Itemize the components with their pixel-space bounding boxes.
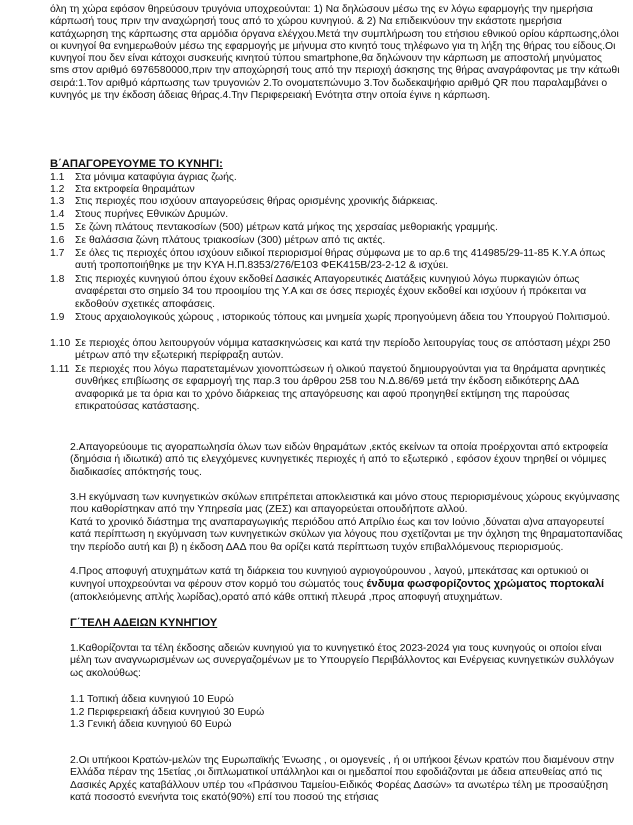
fee-item: 1.3 Γενική άδεια κυνηγιού 60 Ευρώ [70,719,232,730]
item-text: Σε θαλάσσια ζώνη πλάτους τριακοσίων (300) μέτρων από τις ακτές. [75,235,386,246]
section-c-paragraph-2: 2.Οι υπήκοοι Κρατών-μελών της Ευρωπαϊκής Ένωσης , οι ομογενείς , ή οι υπήκοοι ξένων κρατών που διαμένουν στην Ελλάδα πέραν της 15ετίας ,οι διπλωματικοί υπάλληλοι και οι ημεδαποί που εφοδιάζονται με άδεια απευθείας από τις Δασικές Αρχές καταβάλλουν υπέρ του «Πράσινου Ταμείου-Ειδικός Φορέας Δασών» τα ανωτέρω τέλη με προσαύξηση κατά ποσοστό ενενήντα τοις εκατό(90%) επί του ποσού της ετήσιας [70,755,615,803]
item-number: 1.2 [50,184,65,195]
section-c-heading: Γ΄ΤΕΛΗ ΑΔΕΙΩΝ ΚΥΝΗΓΙΟΥ [70,617,218,629]
intro-paragraph: όλη τη χώρα εφόσον θηρεύσουν τρυγόνια υποχρεούνται: 1) Να δηλώσουν μέσω της εν λόγω εφαρμογής την ημερήσια κάρπωσή τους πριν την αναχώρησή τους από το χώρου κυνηγιού. & 2) Να επιδεικνύουν την εκάστοτε ημερήσια κατάχωρηση της κάρπωσης στα αρμόδια όργανα ελέγχου.Μετά την συμπλήρωση του ετήσιου εθνικού ορίου κάρπωσης,όλοι οι κυνηγοί θα ενημερωθούν μέσω της εφαρμογής με μήνυμα στο κινητό τους τηλέφωνο για τη λήξη της θήρας του είδους.Οι κυνηγοί που δεν είναι κάτοχοι συσκευής κινητού τύπου smartphone,θα δηλώνουν την κάρπωση με αποστολή μηνύματος sms στον αριθμό 6976580000,πριν την αποχώρησή τους από την περιοχή άσκησης της θήρας αναγράφοντας με την κάτωθι σειρά:1.Τον αριθμό κάρπωσης των τρυγονιών 2.Το ονοματεπώνυμο 3.Τον δωδεκαψήφιο αριθμό QR που παραλαμβάνει ο κυνηγός με την έκδοση άδειας θήρας.4.Την Περιφερειακή Ενότητα στην οποία έγινε η κάρπωση. [50,4,620,102]
item-number: 1.4 [50,209,65,220]
paragraph-4 [70,566,625,604]
paragraph-4-text: 4.Προς αποφυγή ατυχημάτων κατά τη διάρκεια του κυνηγιού αγριογούρουνου , λαγού, μπεκάτσας και ορτυκιού οι κυνηγοί υποχρεούνται να φέρουν στον κορμό του σώματός τους [70,566,589,591]
paragraph-3b: Κατά το χρονικό διάστημα της αναπαραγωγικής περιόδου από Απρίλιο έως και τον Ιούνιο ,δύναται α)να απαγορευτεί κατά περίπτωση η εκγύμναση των κυνηγετικών σκύλων για λόγους που σχετίζονται με την όχληση της θηραματοπανίδας την περίοδο αυτή και β) η έκδοση ΔΑΔ που θα ορίζει κατά περίπτωση τυχόν επιβαλλόμενους περιορισμούς. [70,517,623,553]
item-number: 1.1 [50,172,65,183]
fee-item: 1.1 Τοπική άδεια κυνηγιού 10 Ευρώ [70,694,234,705]
item-text: Στα μόνιμα καταφύγια άγριας ζωής. [75,172,237,183]
paragraph-3a: 3.Η εκγύμναση των κυνηγετικών σκύλων επιτρέπεται αποκλειστικά και μόνο στους περιορισμένους χώρους εκγύμνασης που καθορίστηκαν από την Υπηρεσία μας (ΖΕΣ) και απαγορεύεται οπουδήποτε αλλού. [70,492,620,516]
item-number: 1.11 [50,364,70,375]
paragraph-2: 2.Απαγορεύουμε τις αγοραπωλησία όλων των ειδών θηραμάτων ,εκτός εκείνων τα οποία προέρχονται από εκτροφεία (δημόσια ή ιδιωτικά) από τις ελεγχόμενες κυνηγετικές περιοχές ή από το εξωτερικό , εφόσον έχουν τηρηθεί οι νόμιμες διαδικασίες απόκτησής τους. [70,442,609,478]
section-b-heading: Β΄ΑΠΑΓΟΡΕΥΟΥΜΕ ΤΟ ΚΥΝΗΓΙ: [50,158,223,170]
item-number: 1.3 [50,196,65,207]
item-text: Στα εκτροφεία θηραμάτων [75,184,195,195]
item-text: Σε ζώνη πλάτους πεντακοσίων (500) μέτρων κατά μήκος της χερσαίας μεθοριακής γραμμής. [75,222,498,233]
item-text: Στους αρχαιολογικούς χώρους , ιστορικούς τόπους και μνημεία χωρίς προηγούμενη άδεια του Υπουργού Πολιτισμού. [75,312,611,323]
item-number: 1.9 [50,312,65,323]
item-text: Σε περιοχές που λόγω παρατεταμένων χιονοπτώσεων ή ολικού παγετού δημιουργούνται για τα θηράματα αρνητικές συνθήκες επιβίωσης σε εφαρμογή της παρ.3 του άρθρου 258 του Ν.Δ.86/69 μετά την έκδοση ειδικότερης ΔΑΔ αναφορικά με τα όρια και το χρόνο διάρκειας της απαγόρευσης και αφού προηγηθεί εκτίμηση της παρούσας επικρατούσας κατάστασης. [75,364,606,412]
item-number: 1.6 [50,235,65,246]
item-text: Σε όλες τις περιοχές όπου ισχύουν ειδικοί περιορισμοί θήρας σύμφωνα με το αρ.6 της 414985/29-11-85 Κ.Υ.Α όπως αυτή τροποποιήθηκε με την ΚΥΑ Η.Π.8353/276/Ε103 ΦΕΚ415Β/23-2-12 & ισχύει. [75,248,606,272]
item-number: 1.5 [50,222,65,233]
item-text: Στους πυρήνες Εθνικών Δρυμών. [75,209,229,220]
item-number: 1.10 [50,338,71,349]
item-text: Στις περιοχές που ισχύουν απαγορεύσεις θήρας ορισμένης χρονικής διάρκειας. [75,196,438,207]
paragraph-4-text-end: (αποκλειόμενης απλής λωρίδας),ορατό από κάθε οπτική πλευρά ,προς αποφυγή ατυχημάτων. [70,591,503,603]
orange-vest-emphasis: ένδυμα φωσφορίζοντος χρώματος πορτοκαλί [366,578,605,591]
item-number: 1.7 [50,248,65,259]
item-text: Σε περιοχές όπου λειτουργούν νόμιμα κατασκηνώσεις και κατά την περίοδο λειτουργίας τους σε απόσταση μέχρι 250 μέτρων από την εξωτερική περίφραξη αυτών. [75,338,611,362]
fee-item: 1.2 Περιφερειακή άδεια κυνηγιού 30 Ευρώ [70,707,265,718]
item-text: Στις περιοχές κυνηγιού όπου έχουν εκδοθεί Δασικές Απαγορευτικές Διατάξεις κυνηγιού λόγω πυρκαγιών όπως αναφέρεται στο σημείο 34 του προοιμίου της Υ.Α και σε όσες περιοχές έχουν εκδοθεί και ισχύουν ή πρόκειται να εκδοθούν σχετικές αποφάσεις. [75,274,587,310]
section-c-paragraph-1: 1.Καθορίζονται τα τέλη έκδοσης αδειών κυνηγιού για το κυνηγετικό έτος 2023-2024 για τους κυνηγούς οι οποίοι είναι μέλη των αναγνωρισμένων ως συνεργαζομένων με το Υπουργείο Περιβάλλοντος και Ενέργειας κυνηγετικών συλλόγων ως ακολούθως: [70,643,614,679]
item-number: 1.8 [50,274,65,285]
